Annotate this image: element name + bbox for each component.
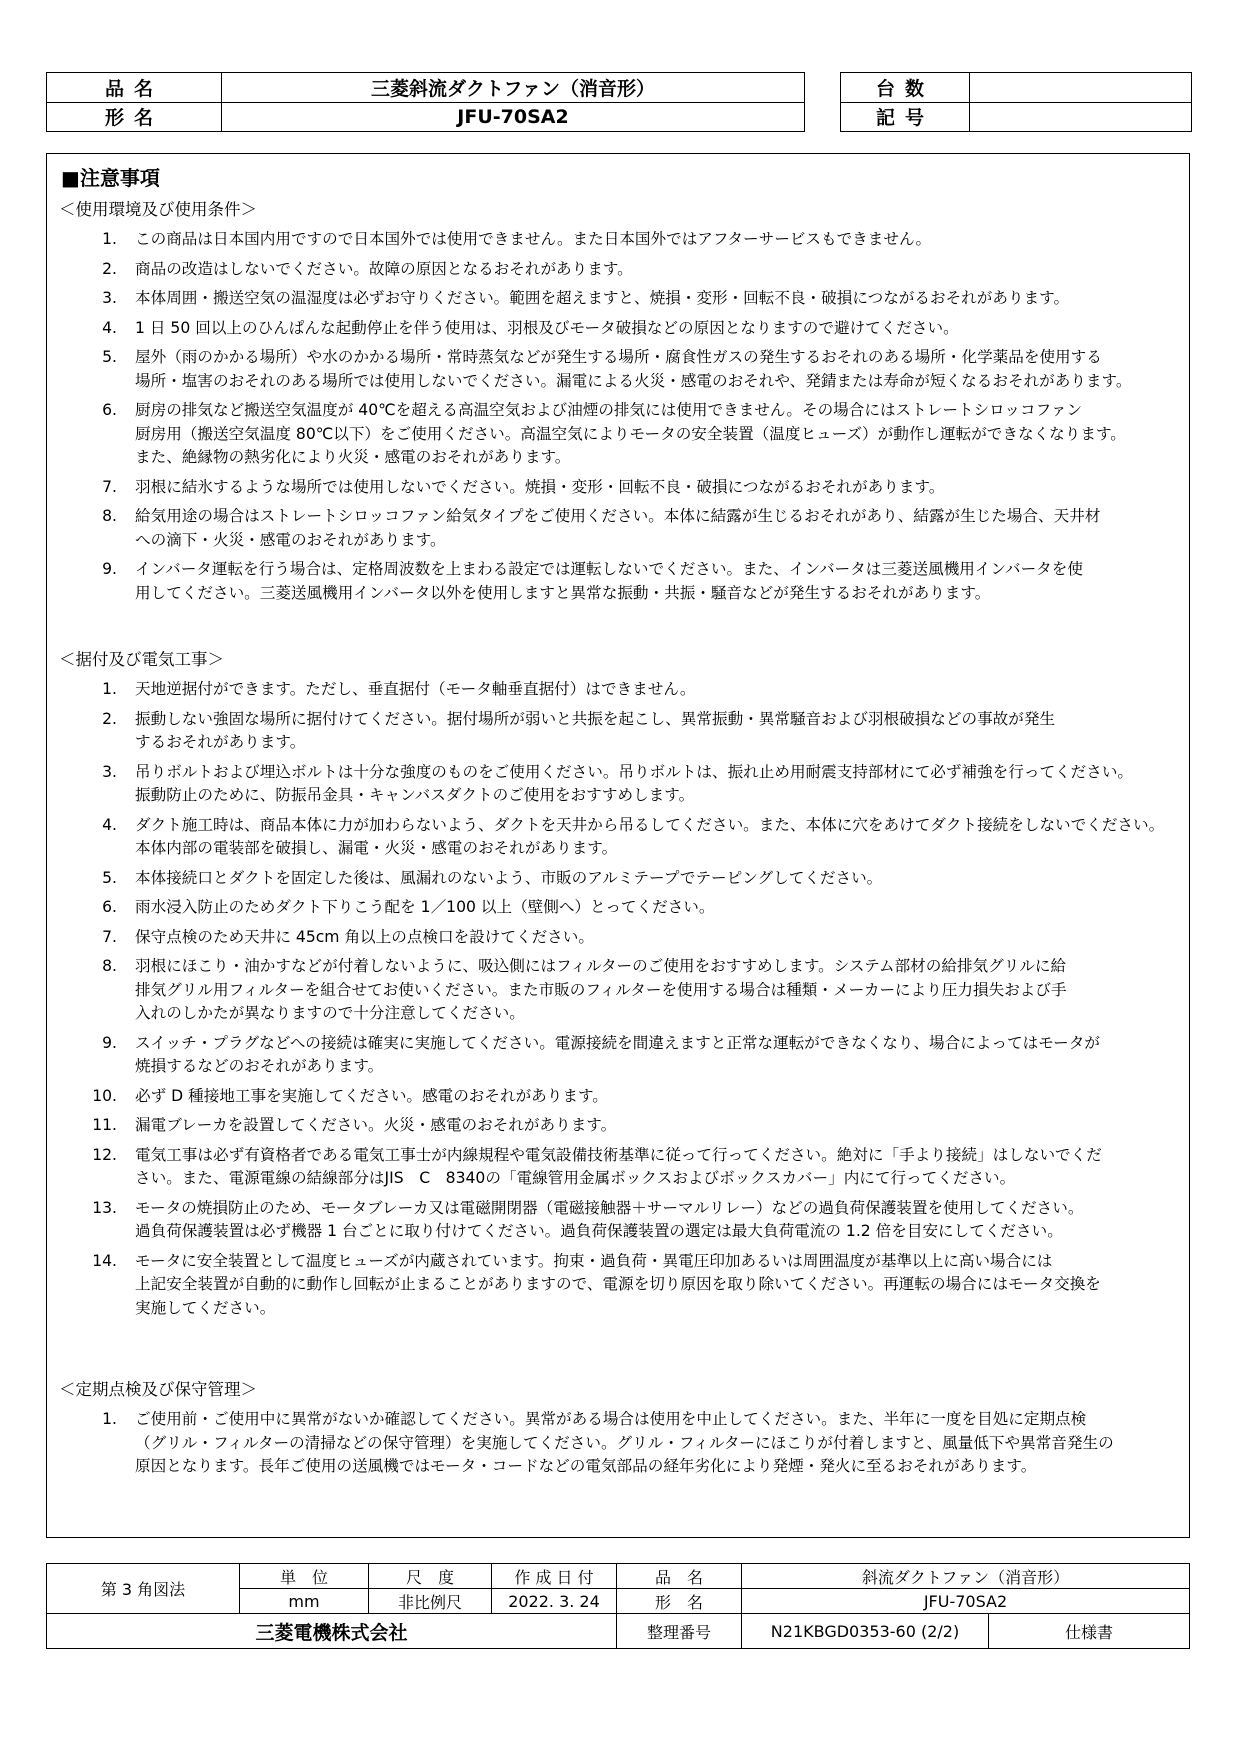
section-heading: ＜据付及び電気工事＞ <box>59 650 224 669</box>
note-number: 1. <box>102 230 117 248</box>
note-line: さい。また、電源電線の結線部分はJIS C 8340の「電線管用金属ボックスおよびボックスカバー」内にて行ってください。 <box>135 1169 1016 1187</box>
note-item <box>47 399 1177 470</box>
document-type: 仕様書 <box>989 1614 1190 1649</box>
note-line: 焼損するなどのおそれがあります。 <box>135 1057 384 1075</box>
unit-value: mm <box>240 1589 369 1614</box>
note-number: 9. <box>102 560 117 578</box>
note-item <box>47 678 1177 702</box>
note-line: 屋外（雨のかかる場所）や水のかかる場所・常時蒸気などが発生する場所・腐食性ガスの発生するおそれのある場所・化学薬品を使用する <box>135 348 1102 366</box>
note-number: 6. <box>102 401 117 419</box>
note-item <box>47 1250 1177 1321</box>
note-number: 12. <box>92 1145 117 1164</box>
note-item <box>47 317 1177 341</box>
note-line: 吊りボルトおよび埋込ボルトは十分な強度のものをご使用ください。吊りボルトは、振れ止め用耐震支持部材にて必ず補強を行ってください。 <box>135 762 1134 781</box>
notes-title: ■注意事項 <box>61 166 160 190</box>
note-item <box>47 505 1177 552</box>
note-number: 3. <box>102 762 117 781</box>
symbol-label: 記号 <box>841 102 970 132</box>
note-item <box>47 1144 1177 1191</box>
note-item <box>47 1114 1177 1138</box>
scale-label: 尺 度 <box>369 1564 492 1589</box>
note-number: 6. <box>102 898 117 916</box>
note-line: 厨房用（搬送空気温度 80℃以下）をご使用ください。高温空気によりモータの安全装置（温度ヒューズ）が動作し運転ができなくなります。 <box>135 424 1126 443</box>
note-line: するおそれがあります。 <box>135 733 306 751</box>
note-item <box>47 926 1177 950</box>
note-line: 原因となります。長年ご使用の送風機ではモータ・コードなどの電気部品の経年劣化により発煙・発火に至るおそれがあります。 <box>135 1457 1037 1475</box>
note-line: モータに安全装置として温度ヒューズが内蔵されています。拘束・過負荷・異電圧印加あるいは周囲温度が基準以上に高い場合には <box>135 1251 1053 1270</box>
section-items <box>47 678 1177 1326</box>
note-line: 上記安全装置が自動的に動作し回転が止まることがありますので、電源を切り原因を取り除いてください。再運転の場合にはモータ交換を <box>135 1275 1101 1293</box>
symbol-value <box>970 102 1192 132</box>
note-line: 振動しない強固な場所に据付けてください。据付場所が弱いと共振を起こし、異常振動・異常騒音および羽根破損などの事故が発生 <box>135 709 1056 728</box>
header-product-table <box>46 72 805 132</box>
note-line: 羽根にほこり・油かすなどが付着しないように、吸込側にはフィルターのご使用をおすすめします。システム部材の給排気グリルに給 <box>135 957 1067 975</box>
projection-method: 第 3 角図法 <box>47 1564 240 1614</box>
note-line: インバータ運転を行う場合は、定格周波数を上まわる設定では運転しないでください。また、インバータは三菱送風機用インバータを使 <box>135 560 1083 578</box>
note-item <box>47 287 1177 311</box>
quantity-value <box>970 73 1192 103</box>
title-block <box>46 1563 1190 1649</box>
product-name-label-footer: 品 名 <box>617 1564 742 1589</box>
note-number: 1. <box>102 1410 117 1428</box>
note-line: 実施してください。 <box>135 1298 276 1317</box>
product-name-label: 品名 <box>47 73 222 103</box>
note-line: への滴下・火災・感電のおそれがあります。 <box>135 530 446 549</box>
note-line: 商品の改造はしないでください。故障の原因となるおそれがあります。 <box>135 259 633 278</box>
note-number: 1. <box>102 680 117 698</box>
note-line: 1 日 50 回以上のひんぱんな起動停止を伴う使用は、羽根及びモータ破損などの原因となりますので避けてください。 <box>135 318 959 337</box>
note-number: 8. <box>102 507 117 525</box>
reference-number: N21KBGD0353-60 (2/2) <box>742 1614 989 1649</box>
note-item <box>47 761 1177 808</box>
note-number: 3. <box>102 289 117 307</box>
note-line: 本体内部の電装部を破損し、漏電・火災・感電のおそれがあります。 <box>135 839 618 857</box>
product-name-footer: 斜流ダクトファン（消音形） <box>742 1564 1190 1589</box>
model-footer: JFU-70SA2 <box>742 1589 1190 1614</box>
note-number: 14. <box>92 1251 117 1270</box>
note-number: 4. <box>102 815 117 834</box>
note-line: 振動防止のために、防振吊金具・キャンバスダクトのご使用をおすすめします。 <box>135 786 695 804</box>
note-line: 保守点検のため天井に 45cm 角以上の点検口を設けてください。 <box>135 927 594 946</box>
section-heading: ＜定期点検及び保守管理＞ <box>59 1380 257 1399</box>
note-item <box>47 1408 1177 1479</box>
reference-label: 整理番号 <box>617 1614 742 1649</box>
note-item <box>47 1032 1177 1079</box>
section-heading: ＜使用環境及び使用条件＞ <box>59 200 257 219</box>
note-number: 9. <box>102 1033 117 1052</box>
note-number: 5. <box>102 348 117 366</box>
note-line: この商品は日本国内用ですので日本国外では使用できません。また日本国外ではアフターサービスもできません。 <box>135 230 932 248</box>
note-line: また、絶縁物の熱劣化により火災・感電のおそれがあります。 <box>135 448 571 466</box>
model-value: JFU-70SA2 <box>222 102 805 132</box>
model-label: 形名 <box>47 102 222 132</box>
note-number: 5. <box>102 868 117 887</box>
note-item <box>47 346 1177 393</box>
note-line: 排気グリル用フィルターを組合せてお使いください。また市販のフィルターを使用する場合は種類・メーカーにより圧力損失および手 <box>135 980 1067 999</box>
note-number: 2. <box>102 259 117 278</box>
notes-box <box>46 153 1190 1538</box>
note-number: 13. <box>92 1198 117 1217</box>
note-line: 必ず D 種接地工事を実施してください。感電のおそれがあります。 <box>135 1086 608 1105</box>
note-item <box>47 814 1177 861</box>
note-item <box>47 228 1177 252</box>
unit-label: 単 位 <box>240 1564 369 1589</box>
note-line: 用してください。三菱送風機用インバータ以外を使用しますと異常な振動・共振・騒音などが発生するおそれがあります。 <box>135 583 991 602</box>
note-number: 11. <box>92 1116 117 1134</box>
note-item <box>47 1085 1177 1109</box>
note-item <box>47 896 1177 920</box>
note-line: 天地逆据付ができます。ただし、垂直据付（モータ軸垂直据付）はできません。 <box>135 680 696 698</box>
note-line: ダクト施工時は、商品本体に力が加わらないよう、ダクトを天井から吊るしてください。また、本体に穴をあけてダクト接続をしないでください。 <box>135 815 1165 834</box>
note-number: 2. <box>102 709 117 728</box>
note-number: 4. <box>102 318 117 337</box>
date-label: 作 成 日 付 <box>492 1564 617 1589</box>
note-line: 給気用途の場合はストレートシロッコファン給気タイプをご使用ください。本体に結露が生じるおそれがあり、結露が生じた場合、天井材 <box>135 507 1101 525</box>
note-line: 入れのしかたが異なりますので十分注意してください。 <box>135 1004 525 1022</box>
note-item <box>47 558 1177 605</box>
model-label-footer: 形 名 <box>617 1589 742 1614</box>
section-items <box>47 1408 1177 1485</box>
note-item <box>47 258 1177 282</box>
note-line: 過負荷保護装置は必ず機器 1 台ごとに取り付けてください。過負荷保護装置の選定は最大負荷電流の 1.2 倍を目安にしてください。 <box>135 1222 1063 1240</box>
note-line: 本体周囲・搬送空気の温湿度は必ずお守りください。範囲を超えますと、焼損・変形・回転不良・破損につながるおそれがあります。 <box>135 289 1070 307</box>
note-line: 本体接続口とダクトを固定した後は、風漏れのないよう、市販のアルミテープでテーピングしてください。 <box>135 868 883 887</box>
note-line: 厨房の排気など搬送空気温度が 40℃を超える高温空気および油煙の排気には使用できません。その場合にはストレートシロッコファン <box>135 401 1083 419</box>
date-value: 2022. 3. 24 <box>492 1589 617 1614</box>
note-number: 10. <box>92 1086 117 1105</box>
note-line: 雨水浸入防止のためダクト下りこう配を 1／100 以上（壁側へ）とってください。 <box>135 898 715 916</box>
note-number: 7. <box>102 477 117 496</box>
note-item <box>47 1197 1177 1244</box>
company-name: 三菱電機株式会社 <box>47 1614 617 1649</box>
note-line: スイッチ・プラグなどへの接続は確実に実施してください。電源接続を間違えますと正常な運転ができなくなり、場合によってはモータが <box>135 1033 1100 1052</box>
note-line: （グリル・フィルターの清掃などの保守管理）を実施してください。グリル・フィルターにほこりが付着しますと、風量低下や異常音発生の <box>135 1433 1114 1452</box>
scale-value: 非比例尺 <box>369 1589 492 1614</box>
product-name-value: 三菱斜流ダクトファン（消音形） <box>222 73 805 103</box>
note-line: 場所・塩害のおそれのある場所では使用しないでください。漏電による火災・感電のおそれや、発錆または寿命が短くなるおそれがあります。 <box>135 371 1132 390</box>
note-item <box>47 708 1177 755</box>
section-items <box>47 228 1177 611</box>
note-item <box>47 955 1177 1026</box>
note-number: 7. <box>102 927 117 946</box>
quantity-label: 台数 <box>841 73 970 103</box>
note-item <box>47 867 1177 891</box>
note-line: 電気工事は必ず有資格者である電気工事士が内線規程や電気設備技術基準に従って行ってください。絶対に「手より接続」はしないでくだ <box>135 1145 1102 1164</box>
header-quantity-table <box>840 72 1192 132</box>
note-line: モータの焼損防止のため、モータブレーカ又は電磁開閉器（電磁接触器＋サーマルリレー）などの過負荷保護装置を使用してください。 <box>135 1198 1084 1217</box>
note-line: ご使用前・ご使用中に異常がないか確認してください。異常がある場合は使用を中止してください。また、半年に一度を目処に定期点検 <box>135 1410 1087 1428</box>
note-number: 8. <box>102 957 117 975</box>
note-line: 羽根に結氷するような場所では使用しないでください。焼損・変形・回転不良・破損につながるおそれがあります。 <box>135 477 945 496</box>
note-line: 漏電ブレーカを設置してください。火災・感電のおそれがあります。 <box>135 1116 617 1134</box>
note-item <box>47 476 1177 500</box>
